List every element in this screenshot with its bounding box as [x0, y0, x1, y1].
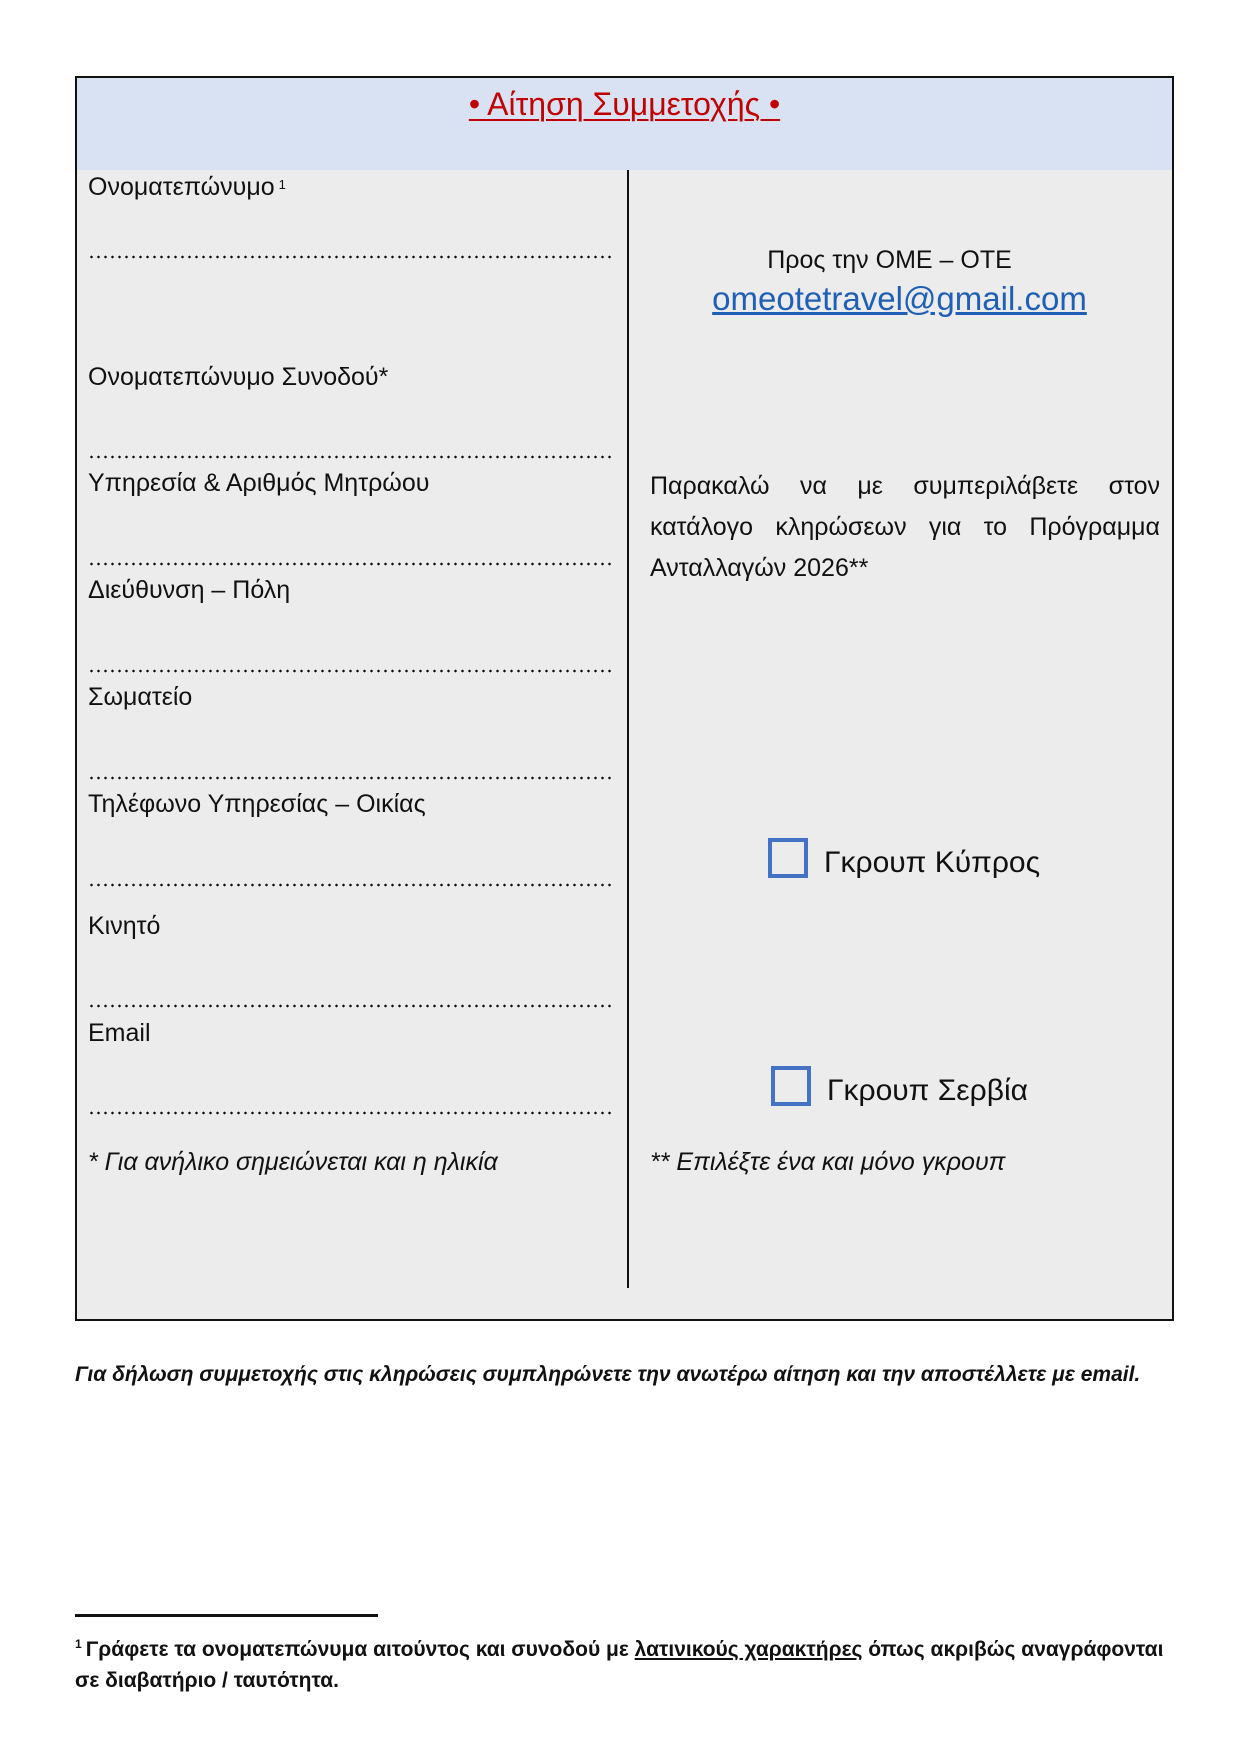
mobile-input-line[interactable] — [88, 1004, 614, 1008]
field-email — [88, 1018, 614, 1048]
option-cyprus[interactable] — [768, 838, 1040, 878]
companion-name-input-line[interactable] — [88, 455, 614, 459]
form-header — [77, 78, 1172, 170]
field-label: Σωματείο — [88, 683, 193, 711]
field-label: Διεύθυνση – Πόλη — [88, 576, 291, 604]
footnote-separator — [75, 1614, 378, 1617]
address-city-input-line[interactable] — [88, 669, 614, 673]
footnote-text-before: Γράφετε τα ονοματεπώνυμα αιτούντος και συνοδού με — [85, 1638, 635, 1661]
field-service-registry — [88, 468, 614, 498]
phone-input-line[interactable] — [88, 883, 614, 887]
field-label: Email — [88, 1019, 151, 1047]
single-group-note: ** Επιλέξτε ένα και μόνο γκρουπ — [650, 1148, 1006, 1176]
field-full-name — [88, 172, 614, 202]
request-text: Παρακαλώ να με συμπεριλάβετε στον κατάλογο κληρώσεων για το Πρόγραμμα Ανταλλαγών 2026** — [650, 472, 1160, 582]
service-registry-input-line[interactable] — [88, 562, 614, 566]
checkbox-serbia[interactable] — [771, 1066, 811, 1106]
submission-instruction: Για δήλωση συμμετοχής στις κληρώσεις συμπληρώνετε την ανωτέρω αίτηση και την αποστέλλετε με email. — [75, 1363, 1141, 1386]
union-input-line[interactable] — [88, 776, 614, 780]
field-phone — [88, 789, 614, 819]
recipient-email-link[interactable]: omeotetravel@gmail.com — [712, 280, 1087, 317]
field-label: Ονοματεπώνυμο Συνοδού* — [88, 363, 389, 391]
footnote-ref: 1 — [278, 176, 286, 192]
option-serbia[interactable] — [771, 1066, 1028, 1106]
option-label-serbia: Γκρουπ Σερβία — [827, 1074, 1028, 1107]
field-label: Υπηρεσία & Αριθμός Μητρώου — [88, 469, 430, 497]
application-form — [75, 76, 1174, 1321]
footnote-number: 1 — [75, 1637, 82, 1651]
field-label: Τηλέφωνο Υπηρεσίας – Οικίας — [88, 790, 426, 818]
field-label: Ονοματεπώνυμο — [88, 173, 275, 201]
checkbox-cyprus[interactable] — [768, 838, 808, 878]
option-label-cyprus: Γκρουπ Κύπρος — [824, 846, 1041, 879]
recipient-text: Προς την ΟΜΕ – ΟΤΕ — [767, 246, 1012, 274]
recipient-line — [637, 246, 1162, 275]
field-mobile — [88, 911, 614, 941]
footnote-text-after: όπως ακριβώς αναγράφονται σε διαβατήριο / ταυτότητα. — [75, 1638, 1164, 1692]
footnote-emphasis: λατινικούς χαρακτήρες — [634, 1638, 863, 1661]
field-label: Κινητό — [88, 912, 161, 940]
form-title: • Αίτηση Συμμετοχής • — [468, 86, 781, 122]
email-input-line[interactable] — [88, 1111, 614, 1115]
column-divider — [627, 170, 629, 1288]
footnote — [75, 1629, 1174, 1696]
field-address-city — [88, 575, 614, 605]
field-companion-name — [88, 362, 614, 392]
full-name-input-line[interactable] — [88, 255, 614, 259]
field-union — [88, 682, 614, 712]
minor-age-note: * Για ανήλικο σημειώνεται και η ηλικία — [88, 1148, 498, 1176]
